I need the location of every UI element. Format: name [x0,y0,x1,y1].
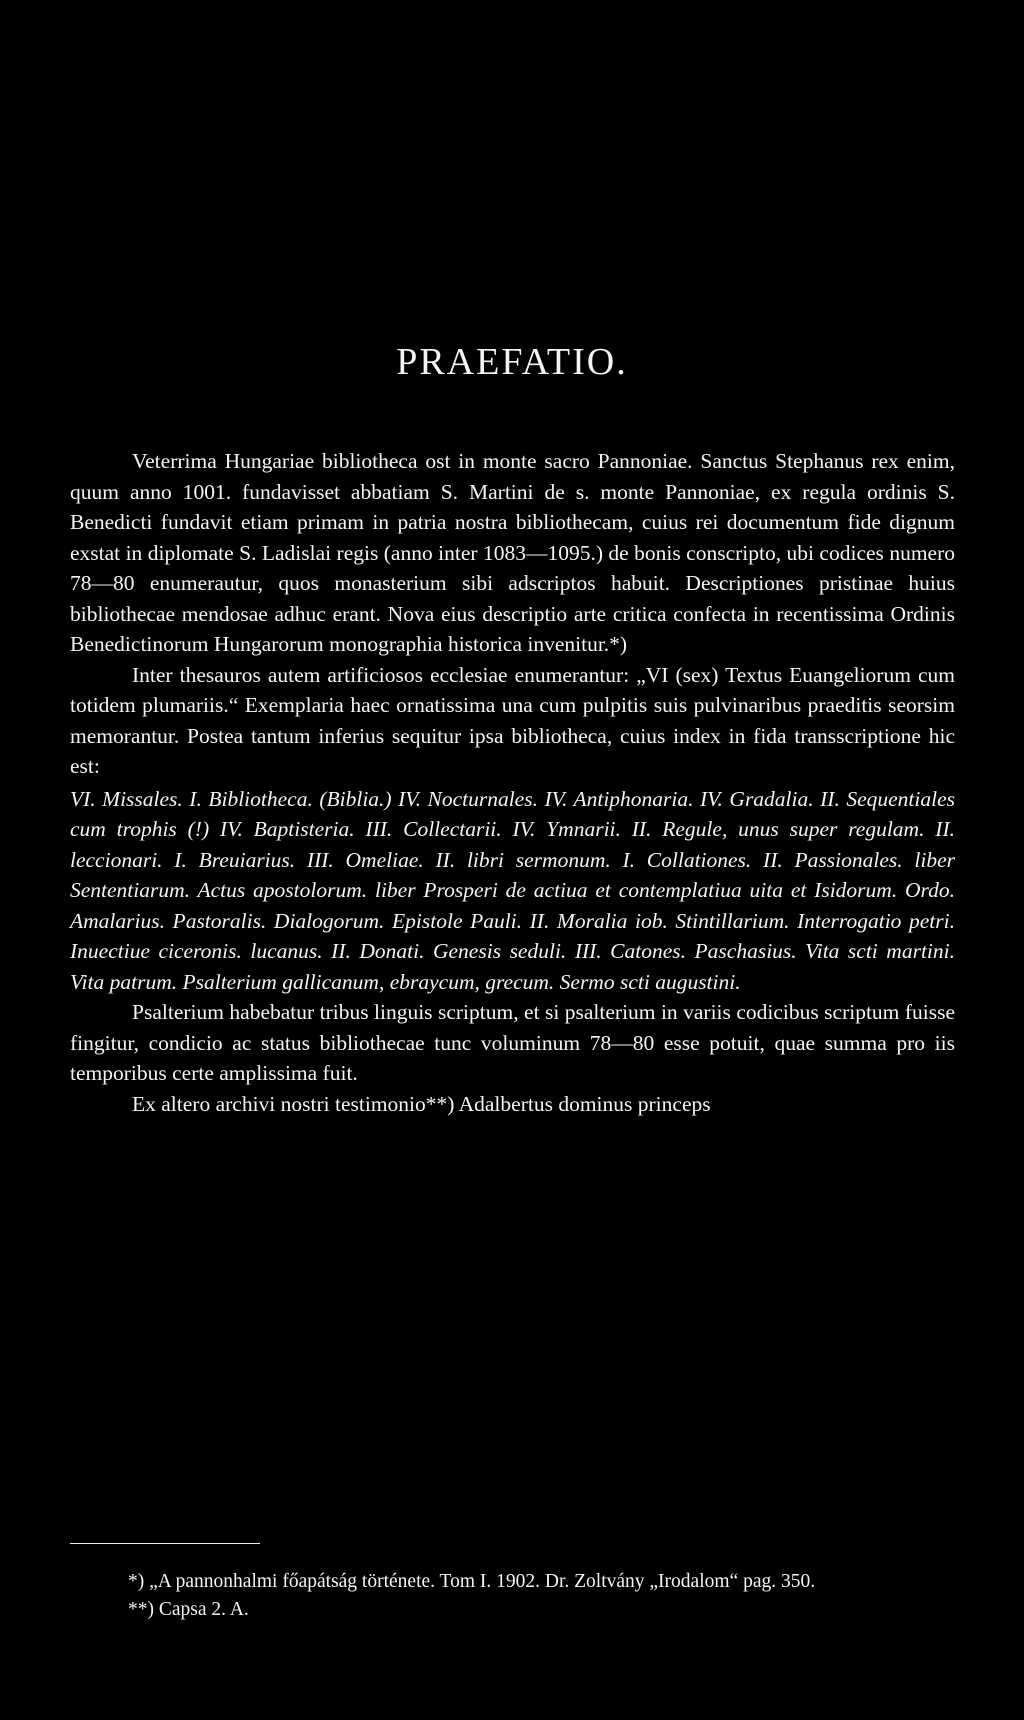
paragraph-4: Psalterium habebatur tribus linguis scriptum, et si psalterium in variis codicibus scriptum fuisse fingitur, condicio ac status bibliothecae tunc voluminum 78—80 esse potuit, quae summa pro iis temporibus certe amplissima fuit. [70,1000,955,1085]
paragraph-5: Ex altero archivi nostri testimonio**) Adalbertus dominus princeps [132,1091,711,1116]
paragraph-2: Inter thesauros autem artificiosos ecclesiae enumerantur: „VI (sex) Textus Euangeliorum cum totidem plumariis.“ Exemplaria haec ornatissima una cum pulpitis suis pulvinaribus praeditis seorsim memorantur. Postea tantum inferius sequitur ipsa bibliotheca, cuius index in fida transscriptione hic est: [70,662,955,778]
footnote-divider [70,1543,260,1544]
paragraph-catalog: VI. Missales. I. Bibliotheca. (Biblia.) IV. Nocturnales. IV. Antiphonaria. IV. Gradalia. II. Sequentiales cum trophis (!) IV. Baptisteria. III. Collectarii. IV. Ymnarii. II. Regule, unus super regulam. II. leccionari. I. Breuiarius. III. Omeliae. II. libri sermonum. I. Collationes. II. Passionales. liber Sententiarum. Actus apostolorum. liber Prosperi de actiua et contemplatiua uita et Isidorum. Ordo. Amalarius. Pastoralis. Dialogorum. Epistole Pauli. II. Moralia iob. Stintillarium. Interrogatio petri. Inuectiue ciceronis. lucanus. II. Donati. Genesis seduli. III. Catones. Paschasius. Vita scti martini. Vita patrum. Psalterium gallicanum, ebraycum, grecum. Sermo scti augustini. [70,786,955,994]
paragraph-1: Veterrima Hungariae bibliotheca ost in monte sacro Pannoniae. Sanctus Stephanus rex enim, quum anno 1001. fundavisset abbatiam S. Martini de s. monte Pannoniae, ex regula ordinis S. Benedicti fundavit etiam primam in patria nostra bibliothecam, cuius rei documentum fide dignum exstat in diplomate S. Ladislai regis (anno inter 1083—1095.) de bonis conscripto, ubi codices numero 78—80 enumerautur, quos monasterium sibi adscriptos habuit. Descriptiones pristinae huius bibliothecae mendosae adhuc erant. Nova eius descriptio arte critica confecta in recentissima Ordinis Benedictinorum Hungarorum monographia historica invenitur.*) [70,449,955,656]
footnotes [128,1568,953,1624]
page-title: PRAEFATIO. [396,341,628,383]
footnote-1: *) „A pannonhalmi főapátság története. Tom I. 1902. Dr. Zoltvány „Irodalom“ pag. 350. [128,1571,816,1592]
footnote-2: **) Capsa 2. A. [128,1599,249,1620]
main-text [70,446,955,1119]
